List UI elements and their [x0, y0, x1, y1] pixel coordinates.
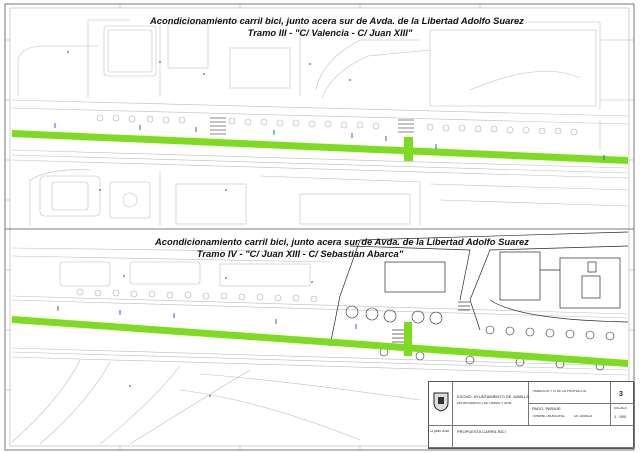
tramo-3-crosswalks	[210, 118, 414, 134]
title-block-logo-cell	[429, 382, 453, 426]
plan-number: 3	[619, 391, 623, 398]
department-name: DEPARTAMENTO DE OBRAS Y URB.	[457, 402, 512, 405]
tramo-3-base-map	[12, 20, 630, 226]
authority-name: EXCMO. AYUNTAMIENTO DE JUMILLA	[457, 395, 530, 399]
sheet-title: TRAMOS III Y IV DE LA PROPUESTA	[532, 390, 587, 393]
municipal-shield-logo	[433, 392, 449, 412]
place-label: PAGO, PARAJE	[532, 407, 561, 411]
tramo-4-subtitle: Tramo IV - "C/ Juan XIII - C/ Sebastian Abarca"	[196, 248, 404, 259]
tramo-4-bike-lane	[12, 316, 628, 367]
tramo-4-bike-crossing	[404, 322, 412, 356]
scale-label: ESCALA	[614, 407, 627, 410]
municipality-label: TERMINO MUNICIPAL	[532, 415, 565, 418]
title-block	[428, 381, 634, 449]
project-name: PROPUESTA CARRIL BICI	[457, 430, 506, 434]
tramo-3-subtitle: Tramo III - "C/ Valencia - C/ Juan XIII"	[247, 27, 413, 38]
tramo-3-title: Acondicionamiento carril bici, junto acera sur de Avda. de la Libertad Adolfo Suarez	[150, 15, 524, 26]
tramo-3-trees	[97, 115, 577, 135]
plan-date: 11 junio 2018	[430, 430, 449, 433]
tramo-3-bike-crossing	[404, 137, 413, 161]
title-block-number-cell	[611, 382, 635, 404]
scale-value: 1 : 500	[614, 415, 627, 419]
municipality-value: DE JUMILLA	[574, 415, 593, 418]
tramo-4-trees	[77, 289, 317, 302]
tramo-4-title: Acondicionamiento carril bici, junto acera sur de Avda. de la Libertad Adolfo Suarez	[155, 236, 529, 247]
